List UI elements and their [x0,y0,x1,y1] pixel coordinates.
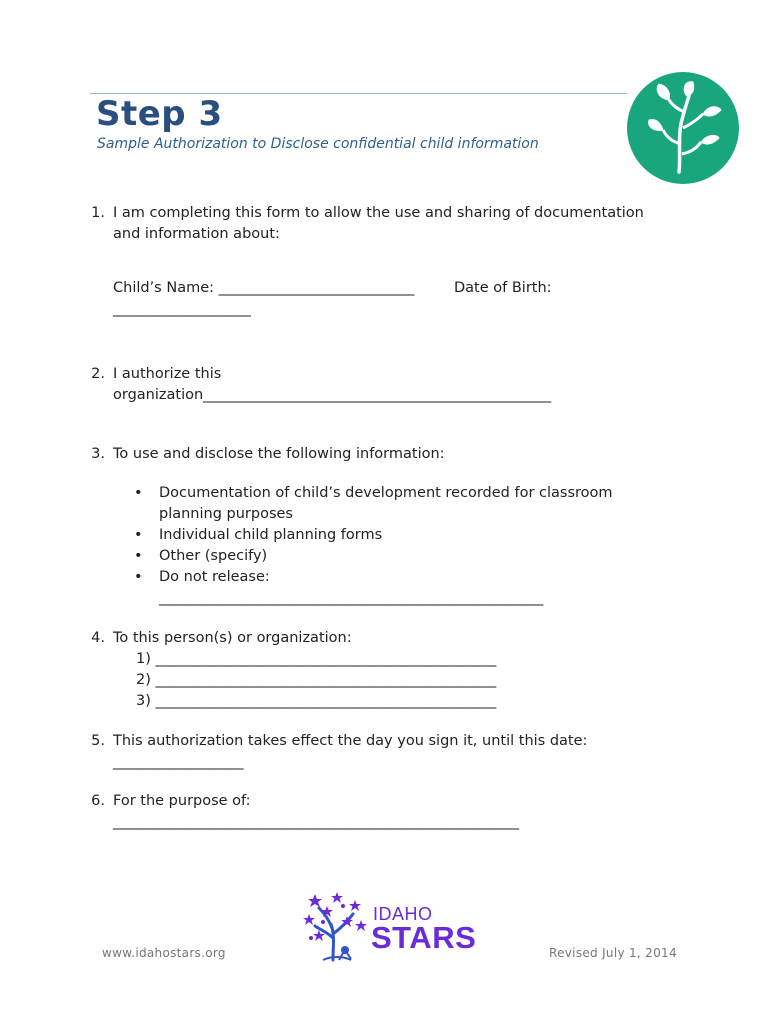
footer-revised-date: Revised July 1, 2014 [549,946,677,960]
page-title: Step 3 [96,94,223,134]
bullet-dot: • [134,527,143,543]
bullet-dot: • [134,569,143,585]
item-5-text: This authorization takes effect the day you sign it, until this date: [113,733,588,749]
item-4-text: To this person(s) or organization: [113,630,352,646]
organization-field[interactable]: organization________________________________________________ [113,387,552,403]
item-4-number: 4. [91,630,105,646]
date-of-birth-field[interactable]: ___________________ [113,301,251,317]
footer-website: www.idahostars.org [102,946,226,960]
item-3-text: To use and disclose the following information: [113,446,445,462]
info-option-planning-forms: Individual child planning forms [159,527,383,543]
date-of-birth-label: Date of Birth: [454,280,552,296]
logo-stars-text: STARS [371,920,477,955]
recipient-2-field[interactable]: 2) _______________________________________________ [136,672,497,688]
item-1-text-line2: and information about: [113,226,280,242]
item-5-number: 5. [91,733,105,749]
logo-idaho-text: IDAHO [373,904,433,924]
expiration-date-field[interactable]: __________________ [113,754,244,770]
bullet-dot: • [134,485,143,501]
info-option-do-not-release: Do not release: [159,569,270,585]
item-2-number: 2. [91,366,105,382]
item-2-text-line1: I authorize this [113,366,222,382]
purpose-field[interactable]: ________________________________________________________ [113,814,519,830]
info-option-documentation: Documentation of child’s development recorded for classroom [159,485,613,501]
plant-logo-icon [627,72,739,184]
item-6-number: 6. [91,793,105,809]
info-option-documentation-cont: planning purposes [159,506,293,522]
item-6-text: For the purpose of: [113,793,251,809]
item-1-text-line1: I am completing this form to allow the use and sharing of documentation [113,205,644,221]
item-3-number: 3. [91,446,105,462]
item-1-number: 1. [91,205,105,221]
tree-icon [303,890,373,962]
bullet-dot: • [134,548,143,564]
recipient-1-field[interactable]: 1) _______________________________________________ [136,651,497,667]
do-not-release-field[interactable]: _____________________________________________________ [159,590,544,606]
recipient-3-field[interactable]: 3) _______________________________________________ [136,693,497,709]
idaho-stars-logo [303,890,483,962]
page-subtitle: Sample Authorization to Disclose confidential child information [97,136,539,152]
info-option-other: Other (specify) [159,548,268,564]
child-name-field[interactable]: Child’s Name: ___________________________ [113,280,415,296]
